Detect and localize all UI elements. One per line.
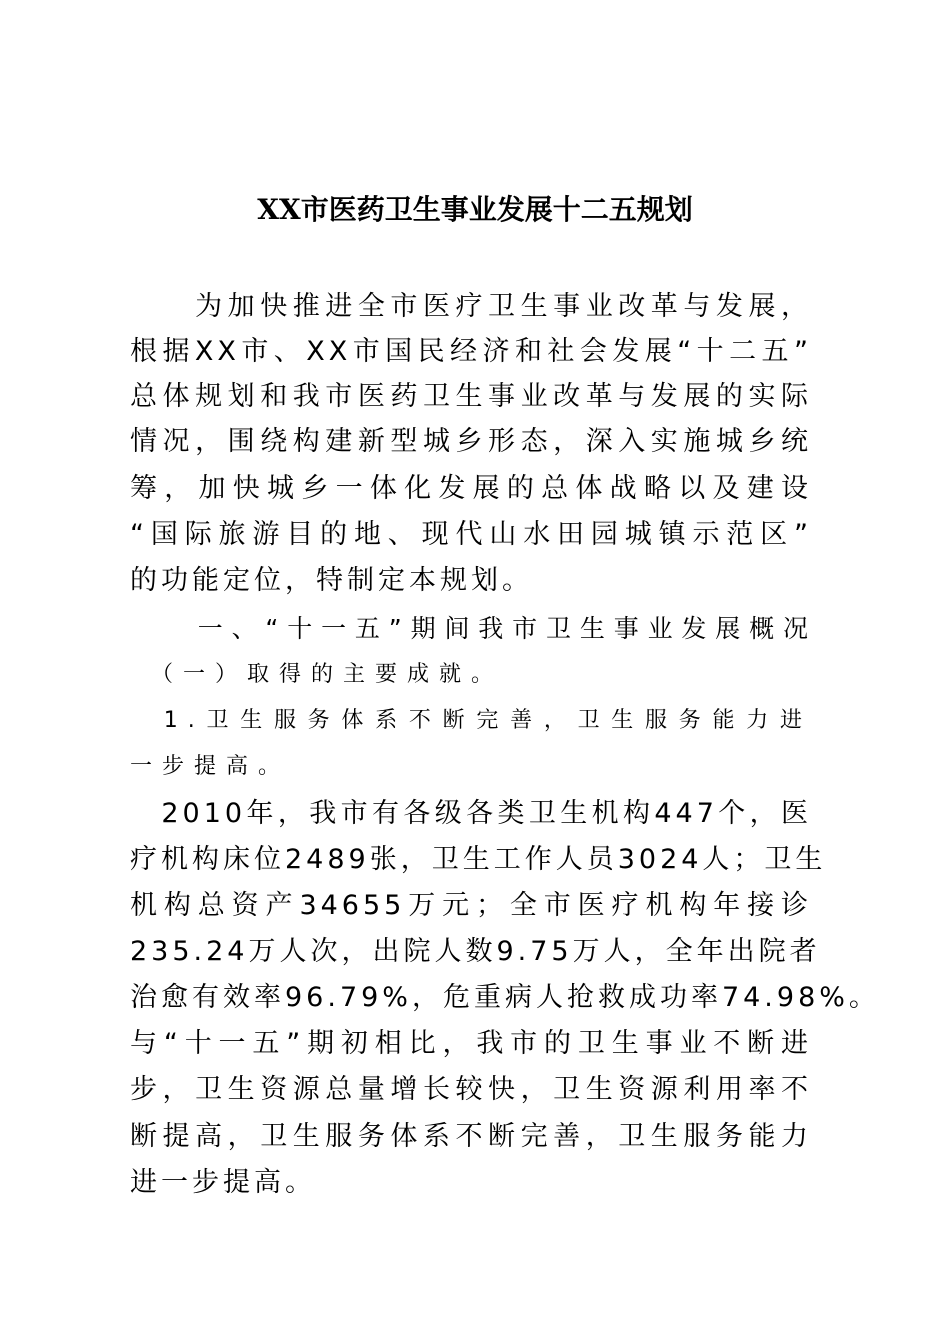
paragraph-line: 根据XX市、XX市国民经济和社会发展“十二五”	[130, 336, 812, 367]
paragraph-line: 235.24万人次，出院人数9.75万人，全年出院者	[130, 936, 821, 967]
paragraph-line: “国际旅游目的地、现代山水田园城镇示范区”	[130, 519, 812, 550]
paragraph-line: 步，卫生资源总量增长较快，卫生资源利用率不	[130, 1074, 812, 1105]
paragraph-line: 情况，围绕构建新型城乡形态，深入实施城乡统	[130, 426, 812, 457]
paragraph-line: 筹，加快城乡一体化发展的总体战略以及建设	[130, 473, 812, 504]
paragraph-line: 的功能定位，特制定本规划。	[130, 565, 533, 596]
subsection-heading: （一）取得的主要成就。	[130, 662, 504, 687]
paragraph-line: 总体规划和我市医药卫生事业改革与发展的实际	[130, 381, 812, 412]
paragraph-line: 2010年，我市有各级各类卫生机构447个，医	[130, 798, 812, 829]
item-heading: 1.卫生服务体系不断完善，卫生服务能力进	[130, 708, 812, 733]
paragraph-line: 进一步提高。	[130, 1167, 316, 1198]
paragraph-line: 机构总资产34655万元；全市医疗机构年接诊	[130, 890, 812, 921]
item-heading: 一步提高。	[130, 754, 291, 779]
section-heading: 一、“十一五”期间我市卫生事业发展概况	[130, 614, 812, 643]
paragraph-line: 与“十一五”期初相比，我市的卫生事业不断进	[130, 1028, 812, 1059]
document-title: XX市医药卫生事业发展十二五规划	[257, 193, 693, 226]
paragraph-line: 为加快推进全市医疗卫生事业改革与发展，	[130, 291, 812, 322]
paragraph-line: 治愈有效率96.79%，危重病人抢救成功率74.98%。	[130, 982, 880, 1013]
paragraph-line: 断提高，卫生服务体系不断完善，卫生服务能力	[130, 1121, 812, 1152]
paragraph-line: 疗机构床位2489张，卫生工作人员3024人；卫生	[130, 844, 827, 875]
